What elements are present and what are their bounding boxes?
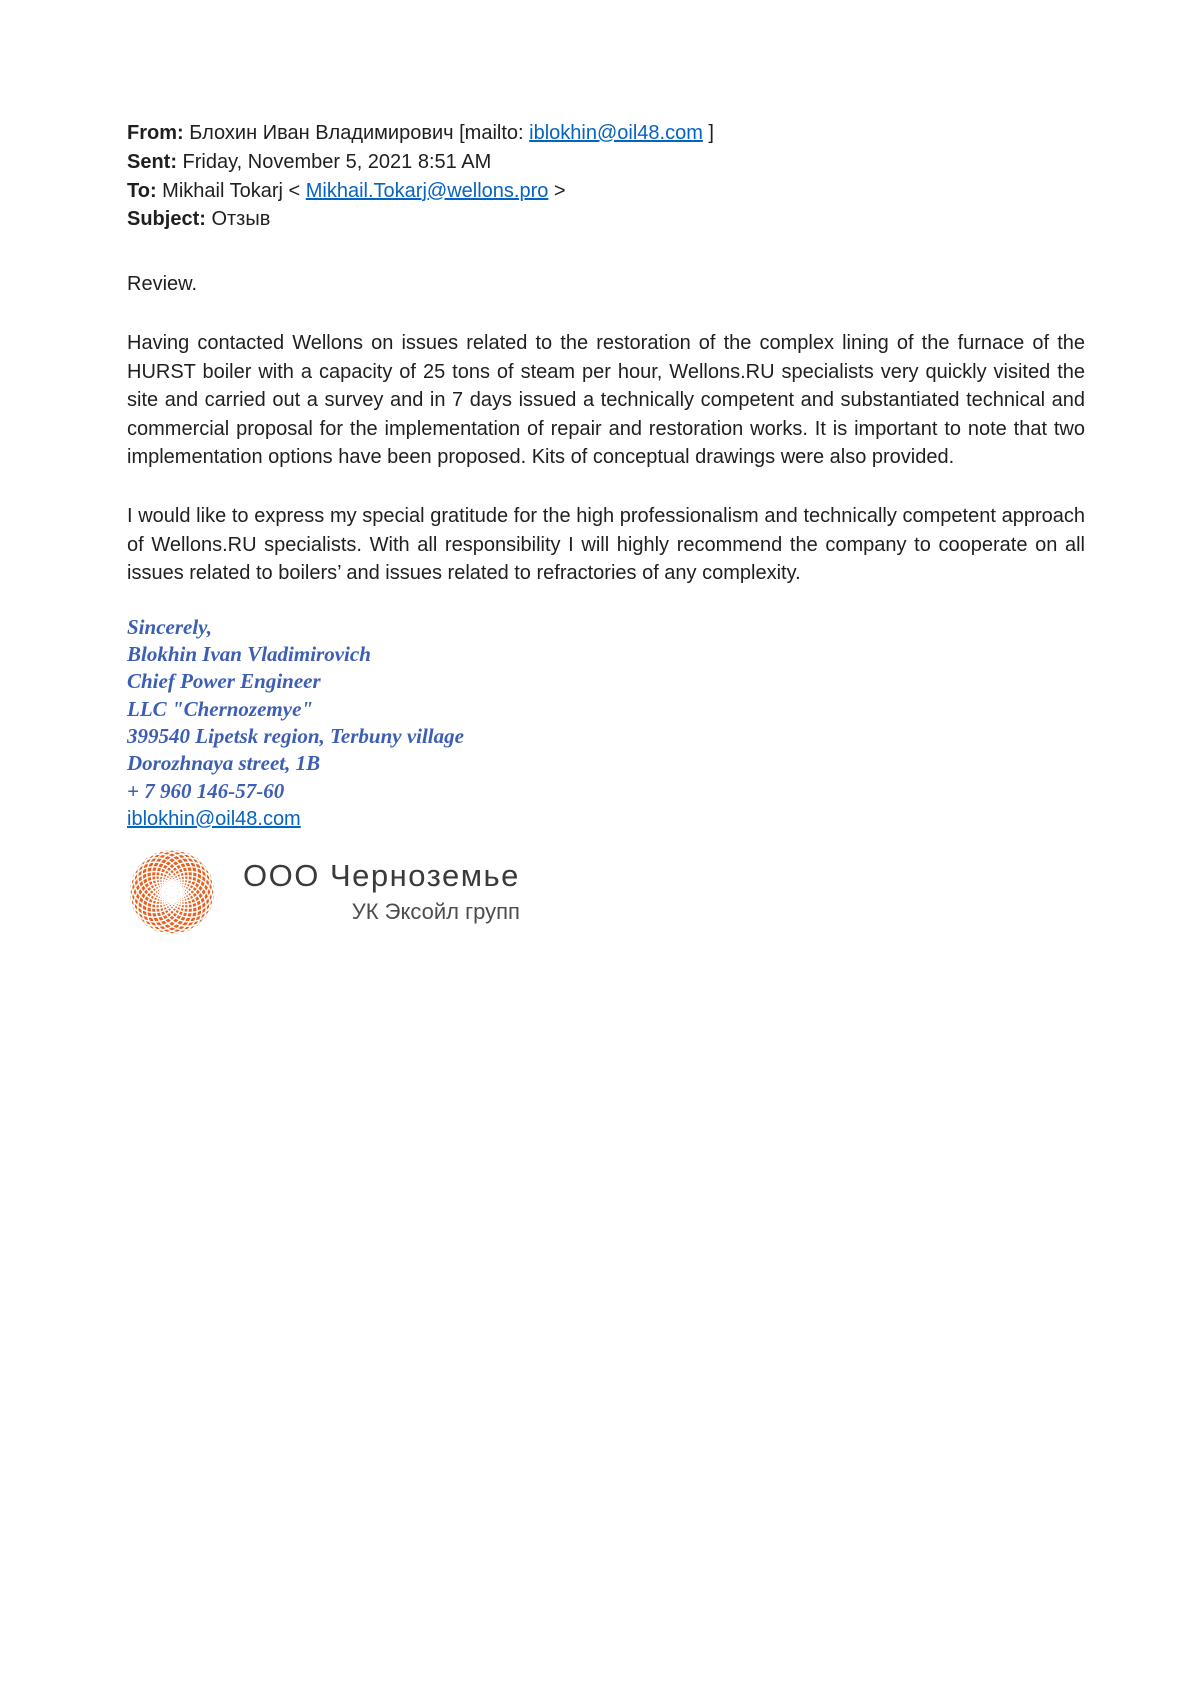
company-name: ООО Черноземье: [243, 858, 520, 894]
signature-title: Chief Power Engineer: [127, 669, 321, 694]
body-paragraph-1: Having contacted Wellons on issues related to the restoration of the complex lining of the furnace of the HURST boiler with a capacity of 25 tons of steam per hour, Wellons.RU specialists very quickly visited the site and carried out a survey and in 7 days issued a technically competent and substantiated technical and commercial proposal for the implementation of repair and restoration works. It is important to note that two implementation options have been proposed. Kits of conceptual drawings were also provided.: [127, 331, 1085, 469]
rosette-logo-icon: [127, 847, 217, 937]
signature-name: Blokhin Ivan Vladimirovich: [127, 642, 371, 667]
signature-phone: + 7 960 146-57-60: [127, 778, 285, 803]
subject-value: Отзыв: [205, 208, 271, 231]
company-logo-text: [243, 858, 520, 926]
company-group-name: УК Эксойл групп: [351, 899, 520, 925]
email-header: [127, 119, 1085, 234]
sent-value: Friday, November 5, 2021 8:51 AM: [177, 150, 492, 173]
from-label: From:: [127, 122, 184, 144]
company-logo-block: [127, 847, 1085, 937]
from-name: Блохин Иван Владимирович [mailto:: [183, 122, 530, 144]
header-from-line: [127, 119, 1085, 148]
header-sent-line: [127, 148, 1085, 177]
greeting-text: Review.: [127, 273, 198, 296]
signature-company: LLC "Chernozemye": [127, 696, 314, 721]
from-suffix: ]: [702, 122, 714, 144]
sent-label: Sent:: [127, 150, 177, 173]
header-subject-line: [127, 205, 1085, 234]
signature-block: [127, 614, 1085, 833]
email-content: [127, 119, 1085, 937]
subject-label: Subject:: [127, 208, 206, 231]
to-email-link[interactable]: Mikhail.Tokarj@wellons.pro: [305, 179, 549, 202]
header-to-line: [127, 177, 1085, 206]
signature-email-link[interactable]: iblokhin@oil48.com: [127, 807, 301, 830]
body-paragraph-2: I would like to express my special gratitude for the high professionalism and technically competent approach of Wellons.RU specialists. With all responsibility I will highly recommend the company to cooperate on all issues related to boilers’ and issues related to refractories of any complexity.: [127, 504, 1085, 585]
to-label: To:: [127, 179, 157, 202]
to-suffix: >: [548, 179, 566, 202]
signature-address-1: 399540 Lipetsk region, Terbuny village: [127, 723, 464, 748]
signature-closing: Sincerely,: [127, 614, 212, 639]
from-email-link[interactable]: iblokhin@oil48.com: [529, 122, 703, 144]
signature-address-2: Dorozhnaya street, 1B: [127, 751, 321, 776]
to-name: Mikhail Tokarj <: [156, 179, 306, 202]
